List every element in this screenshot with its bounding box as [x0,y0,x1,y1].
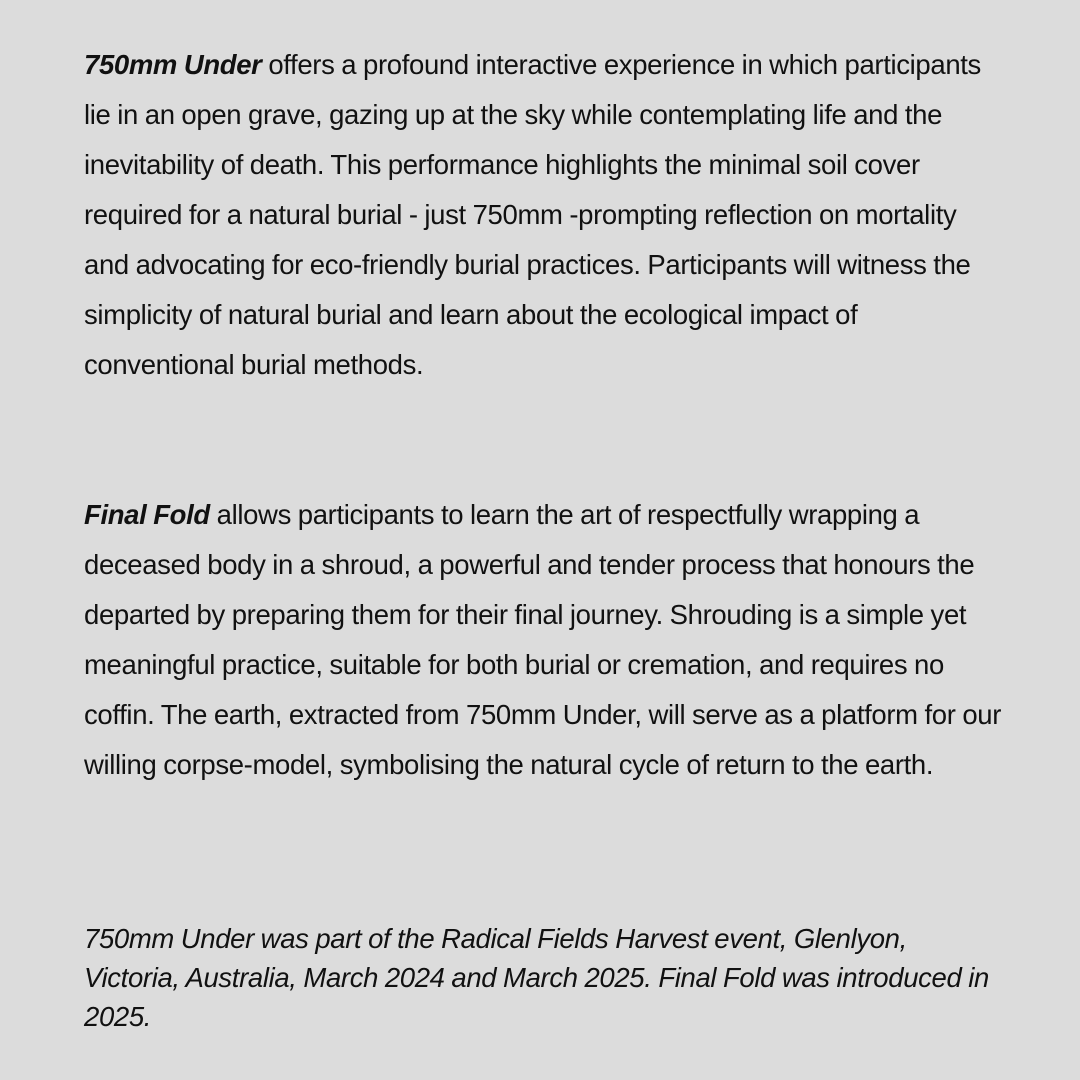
work-title-750mm-under: 750mm Under [84,49,262,80]
paragraph-body-750mm-under: offers a profound interactive experience in which participants lie in an open grave, gazing up at the sky while contemplating life and the inevitability of death. This performance highlights the minimal soil cover required for a natural burial - just 750mm -prompting reflection on mortality and advocating for eco-friendly burial practices. Participants will witness the simplicity of natural burial and learn about the ecological impact of conventional burial methods. [84,49,981,380]
event-note: 750mm Under was part of the Radical Fields Harvest event, Glenlyon, Victoria, Australia, March 2024 and March 2025. Final Fold was introduced in 2025. [84,923,989,1032]
paragraph-final-fold [84,490,1004,790]
paragraph-body-final-fold: allows participants to learn the art of respectfully wrapping a deceased body in a shroud, a powerful and tender process that honours the departed by preparing them for their final journey. Shrouding is a simple yet meaningful practice, suitable for both burial or cremation, and requires no coffin. The earth, extracted from 750mm Under, will serve as a platform for our willing corpse-model, symbolising the natural cycle of return to the earth. [84,499,1002,780]
work-title-final-fold: Final Fold [84,499,210,530]
paragraph-750mm-under [84,40,1004,390]
